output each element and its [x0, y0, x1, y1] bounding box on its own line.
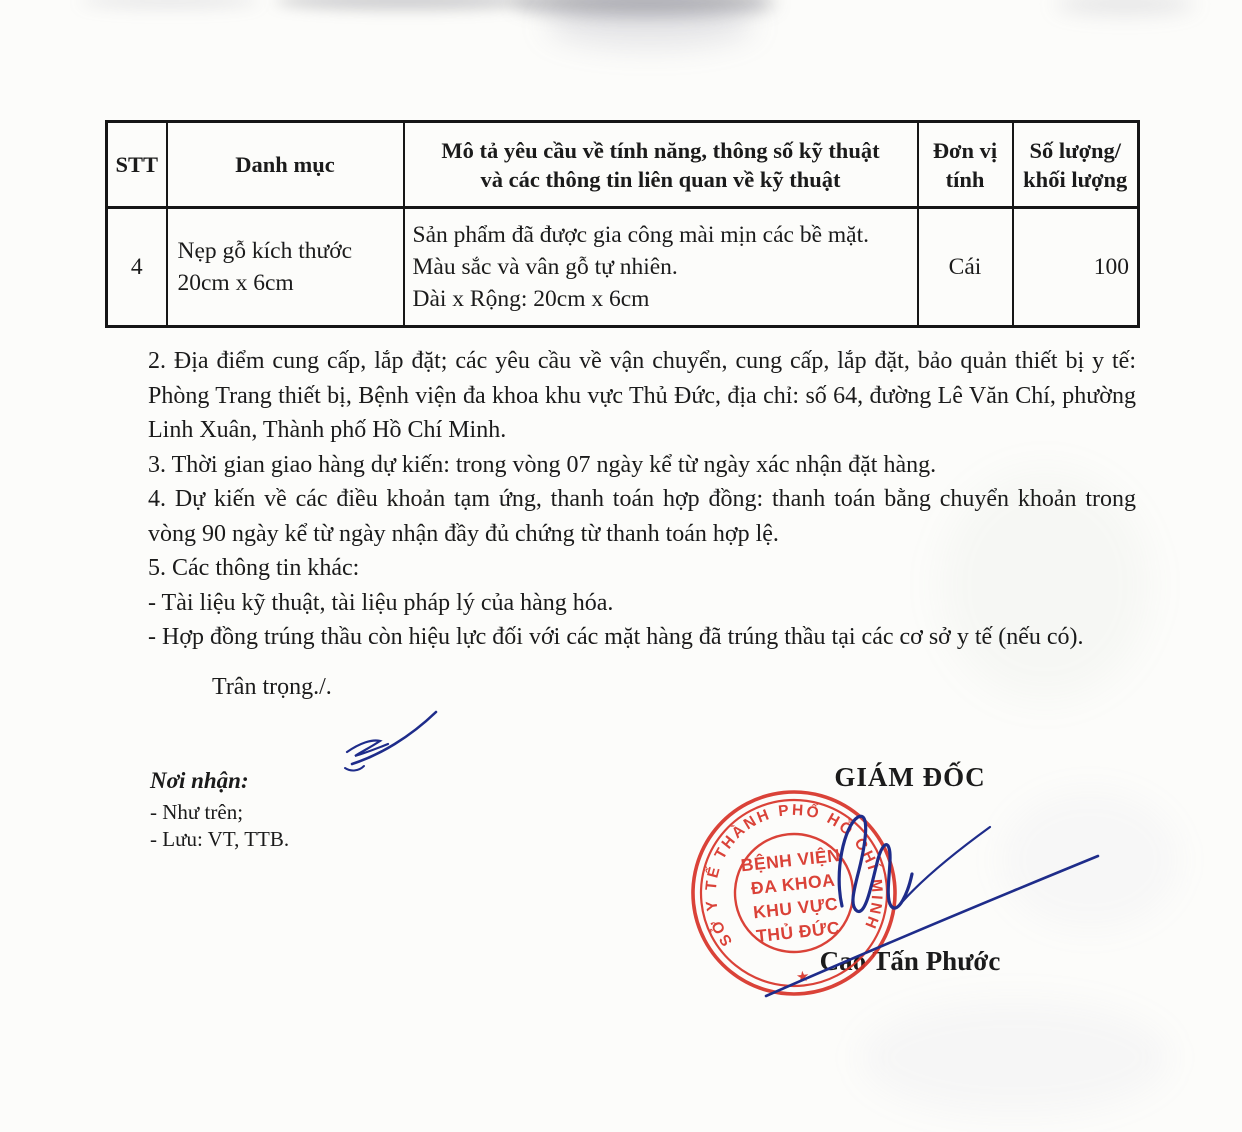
scan-smudge — [80, 0, 260, 8]
recipients-block — [150, 768, 289, 853]
stamp-center-line: ĐA KHOA — [749, 869, 837, 899]
paragraph-contract: - Hợp đồng trúng thầu còn hiệu lực đối với các mặt hàng đã trúng thầu tại các cơ sở y tế (nếu có). — [148, 624, 1084, 650]
signer-name: Cao Tấn Phước — [819, 946, 1001, 976]
table-row — [107, 208, 1139, 327]
stamp-center-line: THỦ ĐỨC — [755, 917, 841, 947]
paragraph-other-info: 5. Các thông tin khác: — [148, 555, 360, 581]
items-table — [105, 120, 1140, 328]
stamp-ring-text: SỞ Y TẾ THÀNH PHỐ HỒ CHÍ MINH — [702, 801, 886, 949]
col-header-mo-ta — [404, 122, 918, 208]
stamp-center-line: KHU VỰC — [752, 893, 839, 923]
signature-loop — [839, 816, 912, 911]
cell-mo-ta — [404, 208, 918, 327]
svg-text:SỞ Y TẾ THÀNH PHỐ HỒ CHÍ MINH — [694, 793, 890, 951]
cell-so-luong: 100 — [1013, 208, 1139, 327]
recipient-item: - Như trên; — [150, 800, 244, 824]
col-header-mo-ta-line1: Mô tả yêu cầu về tính năng, thông số kỹ thuật — [441, 137, 880, 163]
signer-title: GIÁM ĐỐC — [834, 762, 986, 792]
mo-ta-line: Sản phẩm đã được gia công mài mịn các bề mặt. — [412, 222, 870, 248]
col-header-don-vi: Đơn vị tính — [918, 122, 1013, 208]
cell-danh-muc: Nẹp gỗ kích thước 20cm x 6cm — [167, 208, 404, 327]
recipient-item: - Lưu: VT, TTB. — [150, 827, 290, 851]
scan-smudge — [545, 2, 755, 48]
scan-smudge — [515, 0, 775, 16]
stamp-inner-ring — [729, 828, 859, 958]
stamp-center-line: BỆNH VIỆN — [739, 845, 842, 876]
paragraph-payment: 4. Dự kiến về các điều khoản tạm ứng, thanh toán hợp đồng: thanh toán bằng chuyển khoản trong vòng 90 ngày kể từ ngày nhận đầy đủ chứng từ thanh toán hợp lệ. — [148, 486, 1136, 547]
mo-ta-line: Màu sắc và vân gỗ tự nhiên. — [412, 254, 678, 280]
mo-ta-line: Dài x Rộng: 20cm x 6cm — [412, 286, 650, 312]
cell-stt: 4 — [107, 208, 167, 327]
pen-flourish — [347, 740, 388, 756]
col-header-danh-muc: Danh mục — [167, 122, 404, 208]
paragraph-location: 2. Địa điểm cung cấp, lắp đặt; các yêu cầu về vận chuyển, cung cấp, lắp đặt, bảo quản thiết bị y tế: Phòng Trang thiết bị, Bệnh viện đa khoa khu vực Thủ Đức, địa chỉ: số 64, đường Lê Văn Chí, phường Linh Xuân, Thành phố Hồ Chí Minh. — [148, 348, 1136, 443]
scan-bleedthrough — [860, 1000, 1170, 1115]
col-header-mo-ta-line2: và các thông tin liên quan về kỹ thuật — [480, 166, 841, 192]
scan-smudge — [275, 0, 535, 10]
pen-flourish — [345, 766, 364, 770]
stamp-star-icon: ★ — [795, 968, 811, 987]
col-header-stt: STT — [107, 122, 167, 208]
body-paragraphs — [148, 344, 1136, 704]
pen-flourish — [352, 712, 436, 764]
signature-sweep — [903, 827, 990, 901]
hospital-seal-stamp — [671, 770, 917, 1016]
col-header-so-luong: Số lượng/ khối lượng — [1013, 122, 1139, 208]
paragraph-docs: - Tài liệu kỹ thuật, tài liệu pháp lý của hàng hóa. — [148, 589, 614, 616]
closing-line: Trân trọng./. — [212, 673, 332, 700]
scan-smudge — [1055, 0, 1195, 14]
paragraph-delivery-time: 3. Thời gian giao hàng dự kiến: trong vòng 07 ngày kể từ ngày xác nhận đặt hàng. — [148, 451, 937, 478]
recipients-title: Nơi nhận: — [150, 768, 249, 793]
cell-don-vi: Cái — [918, 208, 1013, 327]
table-header-row — [107, 122, 1139, 208]
scan-bleedthrough — [1000, 790, 1180, 930]
